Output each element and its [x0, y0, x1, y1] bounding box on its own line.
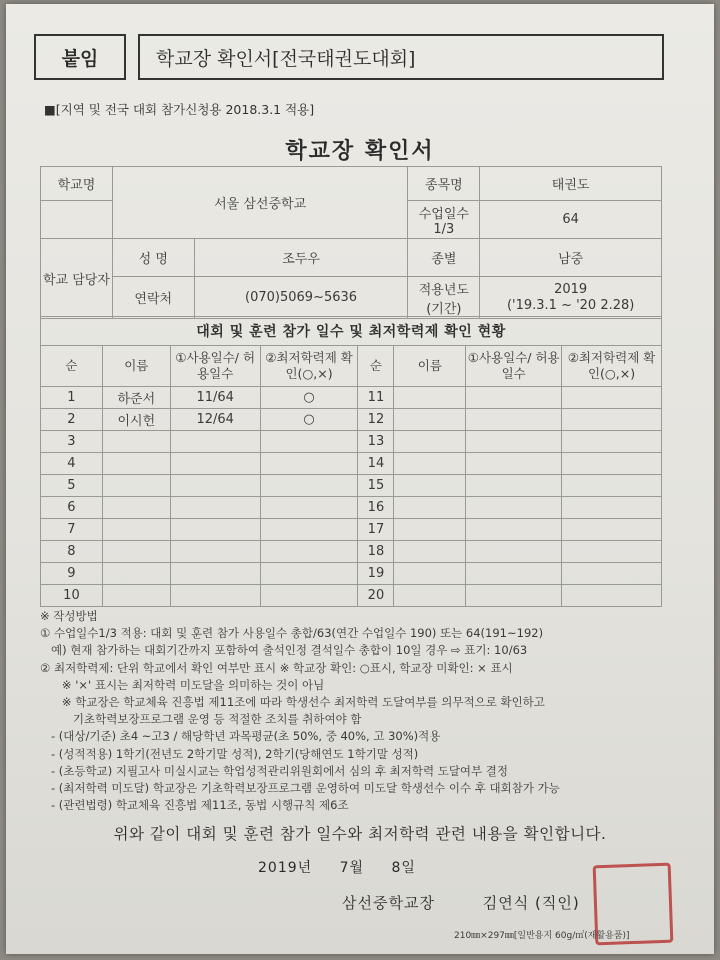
roster-days-cell: [170, 585, 260, 607]
table-row: [41, 387, 662, 409]
col-no-left: 순: [41, 346, 103, 387]
roster-min-cell: [260, 585, 358, 607]
roster-min-cell: [562, 387, 662, 409]
roster-days-cell: [170, 497, 260, 519]
year-value: 2019: [554, 281, 588, 297]
header-title: 학교장 확인서[전국태권도대회]: [138, 34, 664, 80]
roster-name-cell: [102, 431, 170, 453]
roster-name-cell: [102, 497, 170, 519]
event-value: 태권도: [480, 167, 662, 201]
roster-no-cell: 8: [41, 541, 103, 563]
roster-min-cell: ○: [260, 387, 358, 409]
roster-no-cell: 9: [41, 563, 103, 585]
roster-no-cell: 7: [41, 519, 103, 541]
instruction-line: ※ 작성방법: [40, 609, 98, 623]
info-table: [40, 166, 662, 319]
roster-days-cell: [466, 453, 562, 475]
roster-no-cell: 16: [358, 497, 394, 519]
paper-spec: 210㎜×297㎜[일반용지 60g/㎡(재활용품)]: [454, 931, 630, 941]
gender-value: 남중: [480, 239, 662, 277]
date-month: 7월: [339, 860, 365, 876]
year-period: ('19.3.1 ~ '20 2.28): [506, 297, 635, 313]
event-label: 종목명: [408, 167, 480, 201]
instruction-line: - (최저학력 미도달) 학교장은 기초학력보장프로그램 운영하여 미도달 학생선수 이수 후 대회참가 가능: [40, 781, 560, 796]
instruction-line: 기초학력보장프로그램 운영 등 적절한 조치를 취하여야 함: [40, 712, 362, 727]
roster-no-cell: 18: [358, 541, 394, 563]
roster-no-cell: 5: [41, 475, 103, 497]
col-name-right: 이름: [394, 346, 466, 387]
roster-min-cell: [260, 475, 358, 497]
roster-no-cell: 2: [41, 409, 103, 431]
col-no-right: 순: [358, 346, 394, 387]
instruction-line: - (초등학교) 지필고사 미실시교는 학업성적관리위원회에서 심의 후 최저학력 도달여부 결정: [40, 763, 509, 778]
roster-name-cell: [394, 431, 466, 453]
roster-no-cell: 15: [358, 475, 394, 497]
roster-name-cell: [394, 563, 466, 585]
document-title: 학교장 확인서: [285, 139, 435, 164]
roster-no-cell: 1: [41, 387, 103, 409]
roster-name-cell: [102, 453, 170, 475]
table-row: [41, 409, 662, 431]
roster-no-cell: 19: [358, 563, 394, 585]
table-row: [41, 519, 662, 541]
name-label: 성 명: [112, 239, 194, 277]
roster-name-cell: [394, 541, 466, 563]
year-cell: [480, 277, 662, 319]
roster-name-cell: [394, 585, 466, 607]
col-min-right: ②최저학력제 확인(○,×): [562, 346, 662, 387]
signer-name: 김연식: [482, 894, 530, 912]
roster-days-cell: [466, 585, 562, 607]
roster-no-cell: 17: [358, 519, 394, 541]
roster-min-cell: [260, 541, 358, 563]
roster-no-cell: 12: [358, 409, 394, 431]
roster-name-cell: [102, 475, 170, 497]
table-row: [41, 497, 662, 519]
roster-days-cell: [466, 387, 562, 409]
roster-min-cell: [260, 563, 358, 585]
confirmation-statement: 위와 같이 대회 및 훈련 참가 일수와 최저학력 관련 내용을 확인합니다.: [113, 825, 607, 843]
roster-days-cell: [466, 409, 562, 431]
writing-instructions: [40, 608, 690, 814]
document-page: [6, 4, 714, 954]
col-days-right: ①사용일수/ 허용일수: [466, 346, 562, 387]
table-row: [41, 585, 662, 607]
instruction-line: - (성적적용) 1학기(전년도 2학기말 성적), 2학기(당해연도 1학기말 성적): [40, 746, 419, 761]
roster-min-cell: [562, 519, 662, 541]
signer: [342, 892, 580, 913]
table-row: [41, 541, 662, 563]
roster-name-cell: [102, 519, 170, 541]
instruction-line: - (대상/기준) 초4 ~고3 / 해당학년 과목평균(초 50%, 중 40%, 고 30%)적용: [40, 729, 441, 744]
roster-name-cell: [394, 453, 466, 475]
signer-title: 삼선중학교장: [342, 894, 435, 912]
roster-days-cell: [170, 541, 260, 563]
roster-min-cell: [562, 497, 662, 519]
contact-value: (070)5069~5636: [194, 277, 408, 319]
attachment-tag: 붙임: [34, 34, 126, 80]
date-year: 2019년: [258, 860, 313, 876]
roster-table: [40, 316, 662, 607]
table-row: [41, 563, 662, 585]
roster-name-cell: [394, 497, 466, 519]
roster-days-cell: [466, 541, 562, 563]
name-value: 조두우: [194, 239, 408, 277]
roster-days-cell: [466, 519, 562, 541]
roster-min-cell: [562, 409, 662, 431]
instruction-line: 예) 현재 참가하는 대회기간까지 포함하여 출석인정 결석일수 총합이 10일 경우 ⇨ 표기: 10/63: [40, 643, 528, 658]
roster-name-cell: [102, 541, 170, 563]
roster-name-cell: [102, 585, 170, 607]
roster-name-cell: [394, 475, 466, 497]
roster-no-cell: 13: [358, 431, 394, 453]
roster-no-cell: 10: [41, 585, 103, 607]
roster-min-cell: ○: [260, 409, 358, 431]
roster-days-cell: [170, 475, 260, 497]
roster-name-cell: 하준서: [102, 387, 170, 409]
school-label: 학교명: [41, 167, 113, 201]
days-value: 64: [480, 201, 662, 239]
seal-mark: (직인): [535, 894, 580, 912]
roster-min-cell: [260, 431, 358, 453]
gender-label: 종별: [408, 239, 480, 277]
roster-min-cell: [562, 563, 662, 585]
roster-days-cell: [170, 453, 260, 475]
instruction-line: ② 최저학력제: 단위 학교에서 확인 여부만 표시 ※ 학교장 확인: ○표시, 학교장 미확인: × 표시: [40, 660, 513, 675]
roster-days-cell: 12/64: [170, 409, 260, 431]
instruction-line: ※ '×' 표시는 최저학력 미도달을 의미하는 것이 아님: [40, 677, 325, 692]
roster-no-cell: 14: [358, 453, 394, 475]
date-day: 8일: [391, 860, 416, 876]
roster-days-cell: [466, 431, 562, 453]
school-label-spacer: [41, 201, 113, 239]
roster-no-cell: 6: [41, 497, 103, 519]
roster-min-cell: [562, 453, 662, 475]
roster-days-cell: [466, 497, 562, 519]
col-days-left: ①사용일수/ 허용일수: [170, 346, 260, 387]
roster-name-cell: [394, 409, 466, 431]
roster-no-cell: 4: [41, 453, 103, 475]
contact-label: 연락처: [112, 277, 194, 319]
roster-min-cell: [562, 431, 662, 453]
roster-days-cell: [466, 563, 562, 585]
roster-min-cell: [260, 453, 358, 475]
col-name-left: 이름: [102, 346, 170, 387]
roster-days-cell: 11/64: [170, 387, 260, 409]
roster-no-cell: 20: [358, 585, 394, 607]
roster-min-cell: [260, 519, 358, 541]
school-value: 서울 삼선중학교: [112, 167, 408, 239]
roster-no-cell: 3: [41, 431, 103, 453]
roster-days-cell: [466, 475, 562, 497]
roster-days-cell: [170, 519, 260, 541]
roster-name-cell: [394, 519, 466, 541]
roster-days-cell: [170, 563, 260, 585]
manager-label: 학교 담당자: [41, 239, 113, 319]
roster-no-cell: 11: [358, 387, 394, 409]
instruction-line: - (관련법령) 학교체육 진흥법 제11조, 동법 시행규칙 제6조: [40, 798, 349, 813]
table-row: [41, 475, 662, 497]
roster-min-cell: [562, 475, 662, 497]
roster-name-cell: 이시헌: [102, 409, 170, 431]
roster-caption: 대회 및 훈련 참가 일수 및 최저학력제 확인 현황: [41, 317, 662, 346]
days-label: 수업일수 1/3: [408, 201, 480, 239]
instruction-line: ① 수업일수1/3 적용: 대회 및 훈련 참가 사용일수 총합/63(연간 수업일수 190) 또는 64(191~192): [40, 626, 544, 641]
roster-days-cell: [170, 431, 260, 453]
roster-min-cell: [260, 497, 358, 519]
col-min-left: ②최저학력제 확인(○,×): [260, 346, 358, 387]
roster-min-cell: [562, 541, 662, 563]
roster-name-cell: [394, 387, 466, 409]
usage-note: ■[지역 및 전국 대회 참가신청용 2018.3.1 적용]: [44, 102, 315, 117]
roster-min-cell: [562, 585, 662, 607]
header: [34, 34, 664, 80]
year-label: 적용년도 (기간): [408, 277, 480, 319]
roster-name-cell: [102, 563, 170, 585]
table-row: [41, 431, 662, 453]
table-row: [41, 453, 662, 475]
issue-date: [258, 857, 438, 877]
instruction-line: ※ 학교장은 학교체육 진흥법 제11조에 따라 학생선수 최저학력 도달여부를 의무적으로 확인하고: [40, 695, 545, 710]
